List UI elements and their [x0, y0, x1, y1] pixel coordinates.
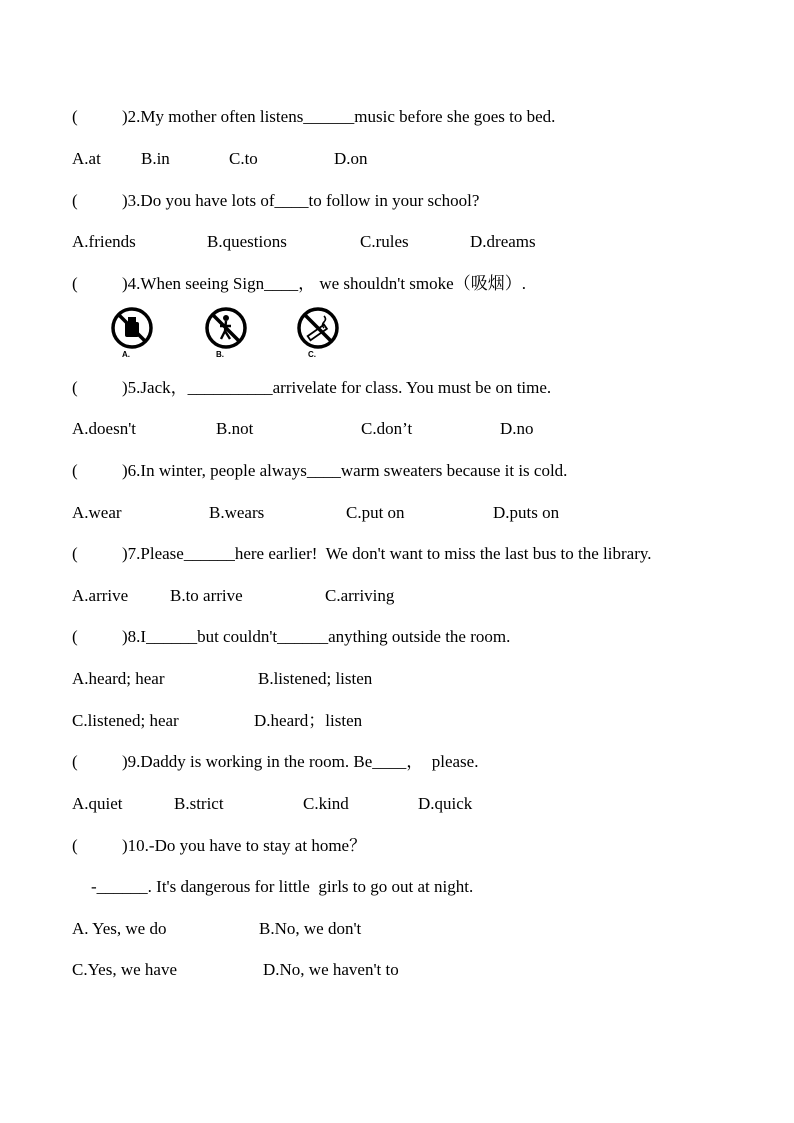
option: A.wear: [72, 503, 122, 522]
no-smoking-sign-icon: [296, 306, 340, 350]
question-10-dialogue: -______. It's dangerous for little girls to go out at night.: [91, 877, 474, 896]
no-walking-sign-icon: [204, 306, 248, 350]
option: A. Yes, we do: [72, 919, 167, 938]
option: B.questions: [207, 232, 287, 251]
question-6-stem: ( )6.In winter, people always____warm sweaters because it is cold.: [72, 461, 568, 480]
sign-option-a: [110, 306, 154, 362]
answer-paren: (: [72, 627, 78, 646]
question-9-stem: ( )9.Daddy is working in the room. Be____， please.: [72, 752, 479, 771]
sign-option-c: [296, 306, 340, 362]
sign-label: A.: [122, 350, 130, 359]
no-food-sign-icon: [110, 306, 154, 350]
option: A.heard; hear: [72, 669, 165, 688]
question-3-stem: ( )3.Do you have lots of____to follow in your school?: [72, 191, 480, 210]
option: D.dreams: [470, 232, 536, 251]
sign-option-b: [204, 306, 248, 362]
option: B.not: [216, 419, 254, 438]
option: B.No, we don't: [259, 919, 362, 938]
option: C.to: [229, 149, 258, 168]
option: C.arriving: [325, 586, 395, 605]
option: C.Yes, we have: [72, 960, 177, 979]
answer-paren: (: [72, 107, 78, 126]
option: D.no: [500, 419, 534, 438]
answer-paren: (: [72, 378, 78, 397]
option: A.doesn't: [72, 419, 136, 438]
option: C.listened; hear: [72, 711, 179, 730]
answer-paren: (: [72, 544, 78, 563]
option: A.arrive: [72, 586, 129, 605]
answer-paren: (: [72, 191, 78, 210]
question-7-stem: ( )7.Please______here earlier! We don't want to miss the last bus to the library.: [72, 544, 652, 563]
option: C.put on: [346, 503, 405, 522]
question-5-stem: ( )5.Jack，__________arrivelate for class. You must be on time.: [72, 378, 552, 397]
question-4-stem: ( )4.When seeing Sign____， we shouldn't smoke（吸烟）.: [72, 274, 526, 293]
option: A.at: [72, 149, 101, 168]
option: C.don’t: [361, 419, 413, 438]
option: B.listened; listen: [258, 669, 373, 688]
option: B.in: [141, 149, 170, 168]
option: C.kind: [303, 794, 349, 813]
option: C.rules: [360, 232, 409, 251]
question-8-stem: ( )8.I______but couldn't______anything outside the room.: [72, 627, 511, 646]
answer-paren: (: [72, 461, 78, 480]
option: A.quiet: [72, 794, 123, 813]
option: D.heard；listen: [254, 711, 363, 730]
answer-paren: (: [72, 752, 78, 771]
question-2-stem: ( )2.My mother often listens______music before she goes to bed.: [72, 107, 556, 126]
sign-label: B.: [216, 350, 224, 359]
option: D.puts on: [493, 503, 560, 522]
option: D.on: [334, 149, 368, 168]
option: A.friends: [72, 232, 136, 251]
answer-paren: (: [72, 836, 78, 855]
sign-label: C.: [308, 350, 316, 359]
option: D.No, we haven't to: [263, 960, 399, 979]
option: B.strict: [174, 794, 224, 813]
sign-options: [110, 306, 350, 362]
option: B.wears: [209, 503, 265, 522]
option: B.to arrive: [170, 586, 243, 605]
option: D.quick: [418, 794, 473, 813]
answer-paren: (: [72, 274, 78, 293]
question-10-stem: ( )10.-Do you have to stay at home？: [72, 836, 367, 855]
